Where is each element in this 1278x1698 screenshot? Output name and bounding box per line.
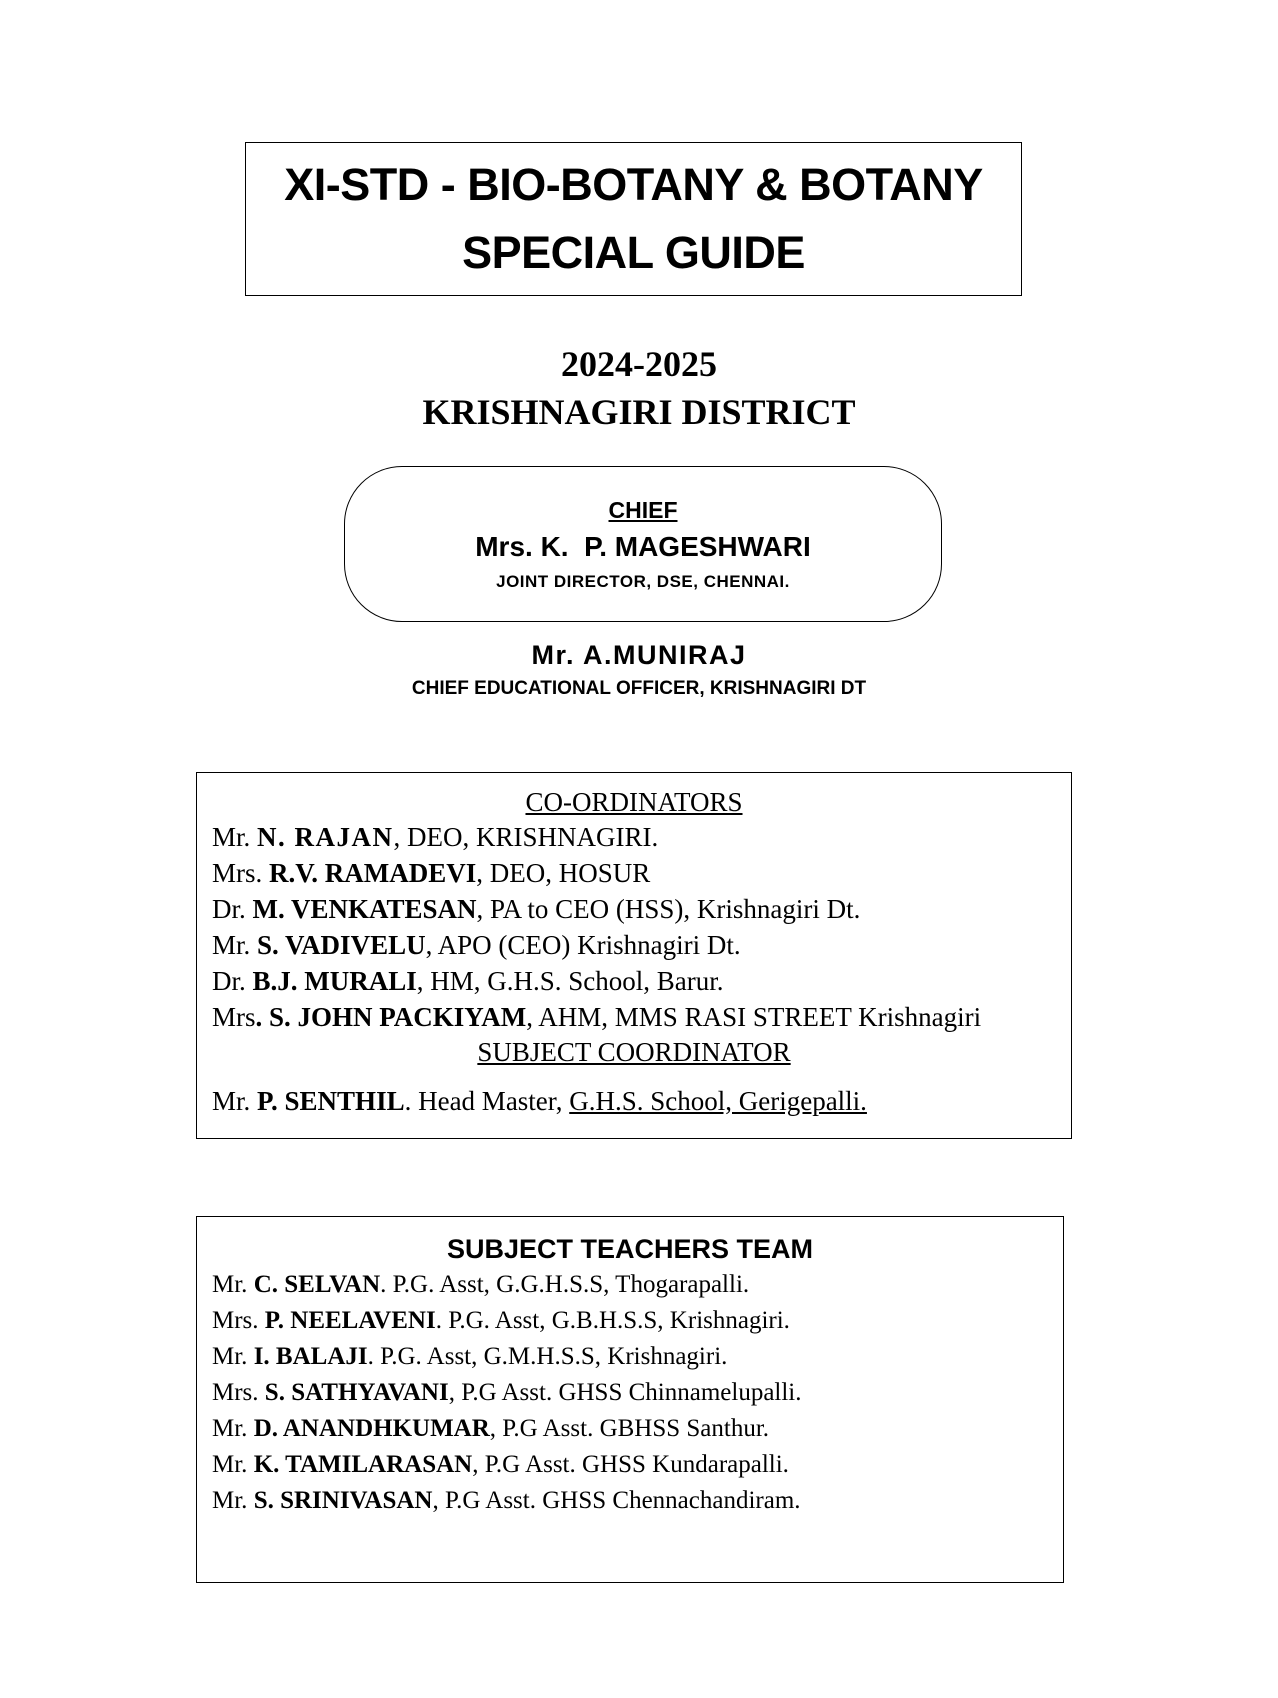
teacher-row	[197, 1303, 1063, 1339]
district-name: KRISHNAGIRI DISTRICT	[422, 392, 856, 432]
coordinator-details: , PA to CEO (HSS), Krishnagiri Dt.	[476, 894, 861, 924]
coordinators-box	[196, 772, 1072, 1139]
coordinator-name: N. RAJAN	[257, 822, 394, 852]
chief-name: Mrs. K. P. MAGESHWARI	[475, 531, 811, 562]
teacher-row	[197, 1375, 1063, 1411]
teacher-prefix: Mr.	[212, 1343, 254, 1370]
teacher-prefix: Mrs.	[212, 1379, 265, 1406]
teacher-name: P. NEELAVENI	[264, 1307, 436, 1334]
subject-coordinator-name: P. SENTHIL	[257, 1086, 405, 1116]
year-district-block	[0, 340, 1278, 436]
coordinator-prefix: Dr.	[212, 894, 253, 924]
coordinator-name: . S. JOHN PACKIYAM	[255, 1002, 527, 1032]
teacher-details: . P.G. Asst, G.G.H.S.S, Thogarapalli.	[380, 1271, 750, 1298]
teacher-details: , P.G Asst. GHSS Chinnamelupalli.	[448, 1379, 802, 1406]
coordinator-row	[197, 927, 1071, 963]
subject-coordinator-prefix: Mr.	[212, 1086, 258, 1116]
subject-coordinator-row	[197, 1083, 1071, 1119]
teacher-name: C. SELVAN	[253, 1271, 381, 1298]
teacher-prefix: Mr.	[212, 1271, 254, 1298]
chief-box	[344, 466, 942, 622]
coordinator-prefix: Mrs	[212, 1002, 256, 1032]
coordinator-row	[197, 855, 1071, 891]
coordinator-name: B.J. MURALI	[252, 966, 417, 996]
subject-coordinator-heading: SUBJECT COORDINATOR	[477, 1037, 791, 1067]
teacher-name: D. ANANDHKUMAR	[253, 1415, 490, 1442]
chief-label: CHIEF	[608, 497, 678, 523]
coordinator-row	[197, 963, 1071, 999]
coordinators-heading: CO-ORDINATORS	[525, 787, 743, 817]
coordinator-row	[197, 819, 1071, 855]
coordinator-details: , AHM, MMS RASI STREET Krishnagiri	[526, 1002, 982, 1032]
teacher-row	[197, 1483, 1063, 1519]
ceo-block	[0, 636, 1278, 704]
chief-designation: JOINT DIRECTOR, DSE, CHENNAI.	[496, 572, 790, 591]
teacher-prefix: Mr.	[212, 1451, 254, 1478]
teacher-row	[197, 1267, 1063, 1303]
teacher-details: , P.G Asst. GHSS Chennachandiram.	[432, 1487, 801, 1514]
coordinator-prefix: Mrs.	[212, 858, 270, 888]
teacher-name: K. TAMILARASAN	[253, 1451, 473, 1478]
coordinator-details: , HM, G.H.S. School, Barur.	[416, 966, 724, 996]
subject-coordinator-details: . Head Master,	[404, 1086, 570, 1116]
teacher-details: . P.G. Asst, G.M.H.S.S, Krishnagiri.	[367, 1343, 728, 1370]
coordinator-name: S. VADIVELU	[257, 930, 426, 960]
coordinator-row	[197, 891, 1071, 927]
teacher-name: S. SATHYAVANI	[264, 1379, 449, 1406]
coordinator-prefix: Mr.	[212, 930, 258, 960]
title-box	[245, 142, 1022, 296]
teacher-prefix: Mr.	[212, 1415, 254, 1442]
ceo-designation: CHIEF EDUCATIONAL OFFICER, KRISHNAGIRI DT	[411, 678, 867, 699]
coordinator-details: , APO (CEO) Krishnagiri Dt.	[425, 930, 741, 960]
teacher-row	[197, 1411, 1063, 1447]
academic-year: 2024-2025	[561, 344, 717, 384]
teacher-details: . P.G. Asst, G.B.H.S.S, Krishnagiri.	[435, 1307, 790, 1334]
teacher-prefix: Mr.	[212, 1487, 254, 1514]
teacher-row	[197, 1447, 1063, 1483]
coordinator-details: , DEO, HOSUR	[476, 858, 651, 888]
coordinator-prefix: Mr.	[212, 822, 258, 852]
teacher-details: , P.G Asst. GHSS Kundarapalli.	[472, 1451, 789, 1478]
coordinator-name: M. VENKATESAN	[252, 894, 477, 924]
teacher-name: S. SRINIVASAN	[253, 1487, 433, 1514]
title-line-1: XI-STD - BIO-BOTANY & BOTANY	[284, 159, 983, 210]
coordinator-details: , DEO, KRISHNAGIRI.	[393, 822, 659, 852]
subject-coordinator-school: G.H.S. School, Gerigepalli.	[569, 1086, 867, 1116]
team-heading: SUBJECT TEACHERS TEAM	[446, 1234, 814, 1264]
teacher-details: , P.G Asst. GBHSS Santhur.	[489, 1415, 770, 1442]
ceo-name: Mr. A.MUNIRAJ	[531, 640, 747, 670]
teacher-prefix: Mrs.	[212, 1307, 265, 1334]
coordinator-row	[197, 999, 1071, 1035]
title-line-2: SPECIAL GUIDE	[462, 227, 805, 278]
coordinator-name: R.V. RAMADEVI	[269, 858, 477, 888]
coordinator-prefix: Dr.	[212, 966, 253, 996]
teacher-name: I. BALAJI	[253, 1343, 368, 1370]
subject-teachers-box	[196, 1216, 1064, 1583]
teacher-row	[197, 1339, 1063, 1375]
